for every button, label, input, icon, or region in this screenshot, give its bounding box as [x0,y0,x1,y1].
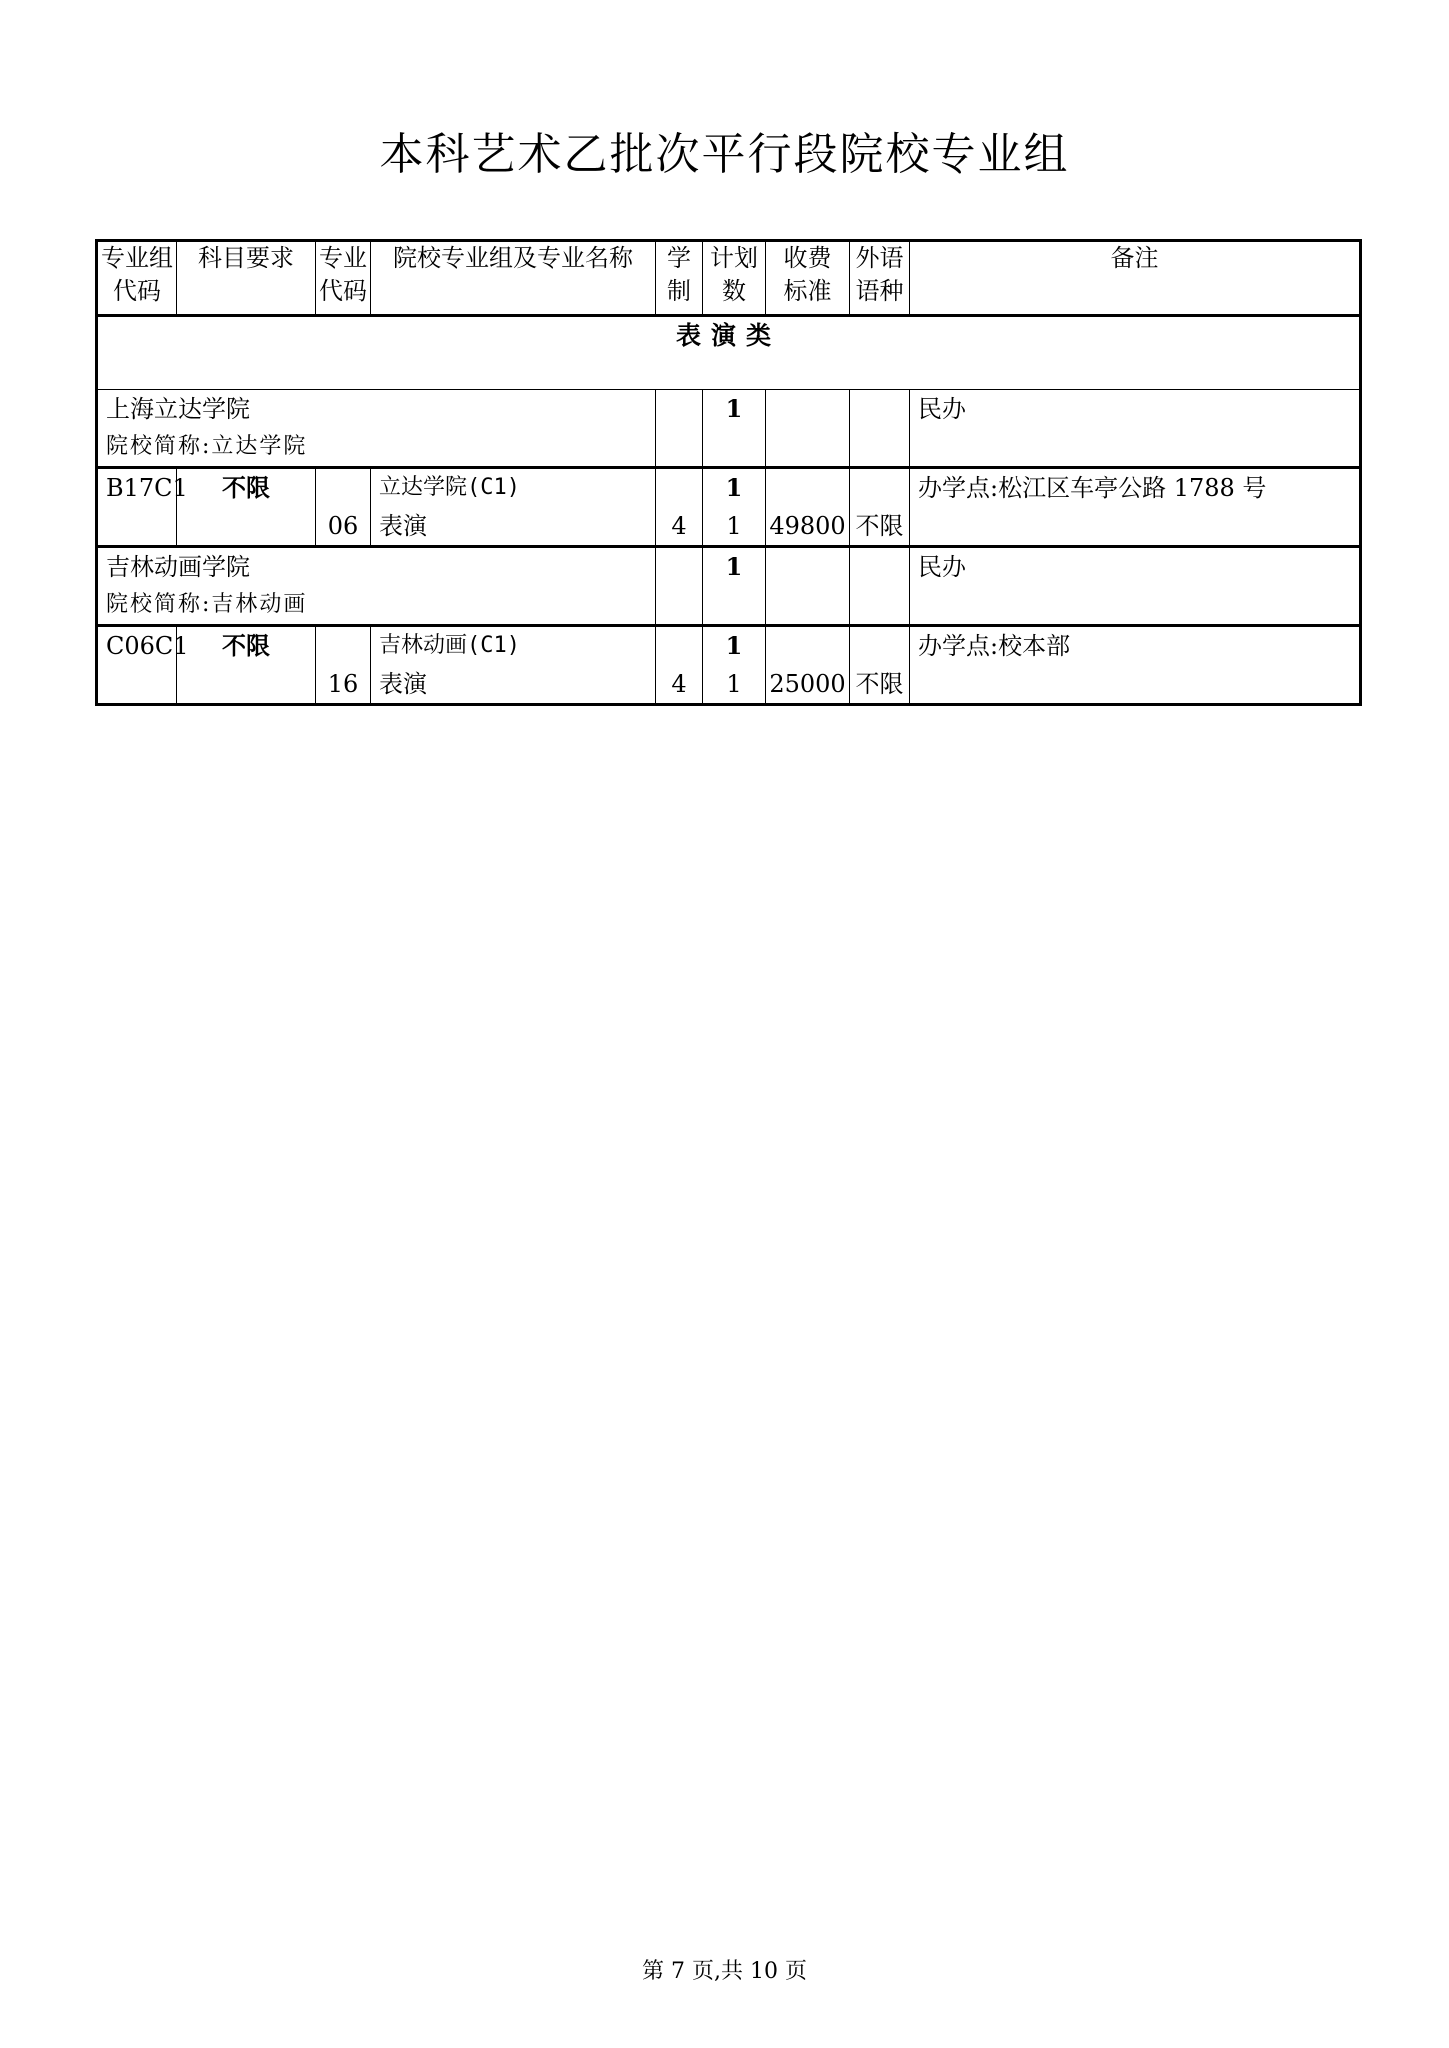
header-plan: 计划 数 [703,241,766,316]
major-name: 表演 [379,512,427,540]
school-plan: 1 [703,547,766,626]
header-language: 外语 语种 [850,241,910,316]
group-code: C06C1 [97,626,177,705]
school-remark: 民办 [910,390,1361,468]
major-code: 06 [316,468,371,547]
group-row [97,468,1361,547]
header-subject-req: 科目要求 [177,241,316,316]
header-remarks: 备注 [910,241,1361,316]
admission-table [95,239,1362,706]
major-name: 表演 [379,670,427,698]
school-cell [97,390,656,468]
school-remark: 民办 [910,547,1361,626]
group-plan: 1 [725,631,743,660]
major-fee: 25000 [766,626,850,705]
school-language [850,547,910,626]
group-remark: 办学点:校本部 [910,626,1361,705]
plan-cell [703,468,766,547]
school-row [97,547,1361,626]
major-duration: 4 [656,626,703,705]
page-footer: 第 7 页,共 10 页 [642,1959,807,1984]
school-duration [656,547,703,626]
header-name: 院校专业组及专业名称 [371,241,656,316]
group-major-names [371,626,656,705]
school-fee [766,547,850,626]
category-row [97,316,1361,390]
major-language: 不限 [850,626,910,705]
major-plan: 1 [726,670,742,698]
header-major-code: 专业 代码 [316,241,371,316]
school-cell [97,547,656,626]
school-short-name: 院校简称:吉林动画 [106,592,308,617]
header-row [97,241,1361,316]
major-language: 不限 [850,468,910,547]
header-duration: 学 制 [656,241,703,316]
page-title: 本科艺术乙批次平行段院校专业组 [379,129,1070,180]
major-code: 16 [316,626,371,705]
category-label: 表演类 [97,316,1361,390]
subject-req: 不限 [177,468,316,547]
school-row [97,390,1361,468]
plan-cell [703,626,766,705]
school-name: 吉林动画学院 [106,553,250,581]
group-code: B17C1 [97,468,177,547]
group-row [97,626,1361,705]
school-name: 上海立达学院 [106,395,250,423]
school-language [850,390,910,468]
major-fee: 49800 [766,468,850,547]
group-name: 吉林动画(C1) [379,633,520,658]
school-duration [656,390,703,468]
group-name: 立达学院(C1) [379,475,520,500]
major-plan: 1 [726,512,742,540]
group-remark: 办学点:松江区车亭公路 1788 号 [910,468,1361,547]
school-fee [766,390,850,468]
group-major-names [371,468,656,547]
school-plan: 1 [703,390,766,468]
subject-req: 不限 [177,626,316,705]
group-plan: 1 [725,473,743,502]
major-duration: 4 [656,468,703,547]
header-fee: 收费 标准 [766,241,850,316]
school-short-name: 院校简称:立达学院 [106,434,308,459]
header-group-code: 专业组 代码 [97,241,177,316]
